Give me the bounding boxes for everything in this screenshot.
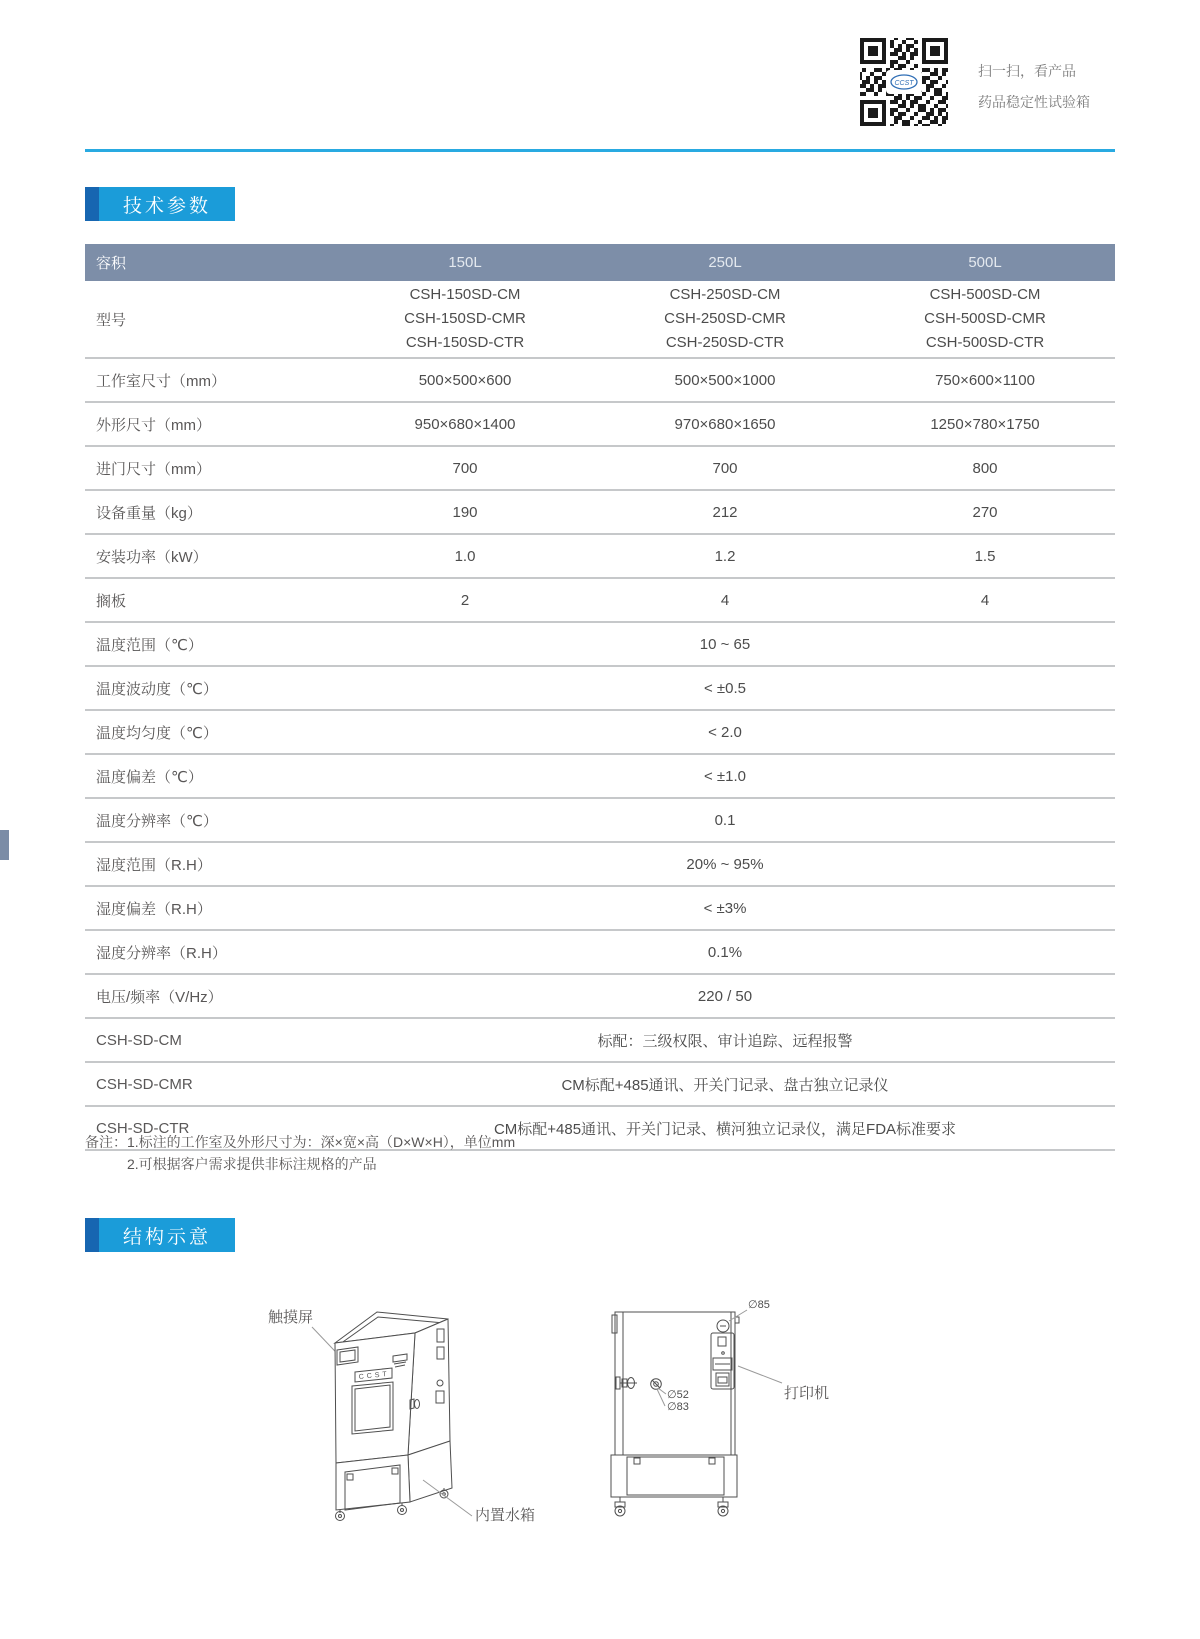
cell-value: CM标配+485通讯、开关门记录、盘古独立记录仪: [561, 1076, 889, 1094]
model-name: CSH-500SD-CTR: [925, 334, 1045, 351]
base-cabinet: [611, 1455, 737, 1497]
dim-label-52: ∅52: [667, 1389, 689, 1401]
model-list-150l: [335, 283, 595, 355]
qr-logo-text: CCST: [894, 80, 914, 87]
cell-value: < ±1.0: [703, 767, 746, 785]
row-label: 进门尺寸（mm）: [96, 460, 211, 478]
cell-value: 212: [712, 503, 738, 521]
qr-caption-line1: 扫一扫，看产品: [978, 63, 1076, 79]
row-label: 湿度偏差（R.H）: [96, 900, 212, 918]
cell-value: 10 ~ 65: [699, 635, 751, 653]
table-row-merged: [85, 623, 1115, 667]
model-name: CSH-500SD-CM: [929, 286, 1041, 303]
table-row: [85, 359, 1115, 403]
cell-value: 0.1%: [707, 943, 743, 961]
cell-value: 4: [720, 591, 730, 609]
footnote-line2: 2.可根据客户需求提供非标注规格的产品: [127, 1156, 377, 1172]
row-label: CSH-SD-CMR: [96, 1075, 193, 1093]
cell-value: 220 / 50: [697, 987, 753, 1005]
table-row-merged: [85, 755, 1115, 799]
row-label: 工作室尺寸（mm）: [96, 372, 226, 390]
row-label: CSH-SD-CTR: [96, 1119, 190, 1137]
row-label: 温度范围（℃）: [96, 636, 203, 654]
row-label: 外形尺寸（mm）: [96, 416, 211, 434]
cell-value: 2: [460, 591, 470, 609]
model-name: CSH-150SD-CMR: [404, 310, 526, 327]
row-label: 设备重量（kg）: [96, 504, 202, 522]
touch-screen-label: 触摸屏: [268, 1309, 314, 1326]
door-logo-text: CCST: [358, 1370, 391, 1381]
cell-value: 500×500×600: [418, 371, 512, 389]
cell-value: 标配：三级权限、审计追踪、远程报警: [597, 1032, 853, 1050]
table-row-merged: [85, 1063, 1115, 1107]
section-title-specs: 技术参数: [99, 187, 235, 221]
dim-label-83: ∅83: [667, 1401, 689, 1413]
row-label: CSH-SD-CM: [96, 1031, 182, 1049]
footnote-prefix: 备注：: [85, 1134, 127, 1150]
cell-value: < ±0.5: [703, 679, 746, 697]
table-row: [85, 403, 1115, 447]
table-footnotes: [85, 1131, 515, 1175]
model-list-500l: [855, 283, 1115, 355]
table-row: [85, 535, 1115, 579]
row-label: 温度波动度（℃）: [96, 680, 218, 698]
table-row-models: [85, 281, 1115, 359]
page-edge-tab: [0, 830, 9, 860]
table-row: [85, 579, 1115, 623]
row-label: 搁板: [96, 592, 127, 610]
model-name: CSH-250SD-CTR: [665, 334, 785, 351]
model-name: CSH-250SD-CM: [669, 286, 781, 303]
footnote-line1: 1.标注的工作室及外形尺寸为：深×宽×高（D×W×H），单位mm: [127, 1134, 516, 1150]
table-row-merged: [85, 887, 1115, 931]
badge-accent-strip: [85, 1218, 99, 1252]
section-badge-structure: [85, 1218, 235, 1252]
row-label: 温度分辨率（℃）: [96, 812, 218, 830]
table-row-merged: [85, 667, 1115, 711]
model-name: CSH-500SD-CMR: [924, 310, 1046, 327]
cell-value: 500×500×1000: [674, 371, 776, 389]
model-list-250l: [595, 283, 855, 355]
chamber-isometric-diagram: [250, 1300, 550, 1535]
row-label: 电压/频率（V/Hz）: [96, 988, 223, 1006]
cell-value: 1.2: [714, 547, 736, 565]
printer-label: 打印机: [784, 1385, 830, 1402]
section-title-structure: 结构示意: [99, 1218, 235, 1252]
cell-value: 1.0: [454, 547, 476, 565]
cell-value: 700: [452, 459, 478, 477]
cell-value: 800: [972, 459, 998, 477]
row-label: 温度均匀度（℃）: [96, 724, 218, 742]
row-label: 型号: [96, 311, 127, 329]
badge-accent-strip: [85, 187, 99, 221]
cell-value: < 2.0: [708, 723, 742, 741]
cell-value: < ±3%: [703, 899, 747, 917]
cell-value: 700: [712, 459, 738, 477]
header-col-250l: 250L: [708, 254, 742, 271]
table-row-merged: [85, 711, 1115, 755]
qr-caption-line2: 药品稳定性试验箱: [978, 94, 1090, 110]
table-row: [85, 491, 1115, 535]
table-header-row: [85, 244, 1115, 281]
cell-value: 20% ~ 95%: [686, 855, 764, 873]
row-label: 湿度分辨率（R.H）: [96, 944, 227, 962]
table-row-merged: [85, 975, 1115, 1019]
qr-finder-top-left: [858, 36, 890, 68]
qr-caption: [978, 60, 1090, 113]
cell-value: 1.5: [974, 547, 996, 565]
table-row-merged: [85, 799, 1115, 843]
model-name: CSH-250SD-CMR: [664, 310, 786, 327]
model-name: CSH-150SD-CM: [409, 286, 521, 303]
qr-center-logo: [886, 70, 922, 94]
header-label: 容积: [96, 255, 127, 272]
cell-value: 190: [452, 503, 478, 521]
chamber-front-diagram: [590, 1290, 860, 1530]
cell-value: CM标配+485通讯、开关门记录、横河独立记录仪，满足FDA标准要求: [493, 1120, 957, 1138]
cell-value: 970×680×1650: [674, 415, 776, 433]
section-badge-specs: [85, 187, 235, 221]
printer-leader-line: [738, 1366, 782, 1383]
cell-value: 750×600×1100: [935, 371, 1035, 389]
dim-label-85: ∅85: [748, 1299, 770, 1311]
cell-value: 0.1: [714, 811, 736, 829]
qr-finder-bottom-left: [858, 96, 890, 128]
cell-value: 950×680×1400: [414, 415, 516, 433]
row-label: 安装功率（kW）: [96, 548, 208, 566]
header-col-500l: 500L: [968, 254, 1002, 271]
header-col-150l: 150L: [448, 254, 482, 271]
qr-finder-top-right: [918, 36, 950, 68]
qr-code: [858, 36, 950, 128]
table-row-merged: [85, 843, 1115, 887]
row-label: 温度偏差（℃）: [96, 768, 203, 786]
row-label: 湿度范围（R.H）: [96, 856, 212, 874]
table-row-merged: [85, 931, 1115, 975]
water-tank-label: 内置水箱: [475, 1507, 536, 1524]
top-divider-rule: [85, 149, 1115, 152]
model-name: CSH-150SD-CTR: [405, 334, 525, 351]
table-row: [85, 447, 1115, 491]
table-row-merged: [85, 1019, 1115, 1063]
spec-table: [85, 244, 1115, 1151]
cell-value: 270: [972, 503, 998, 521]
cell-value: 1250×780×1750: [930, 415, 1040, 433]
casters: [615, 1497, 728, 1516]
cell-value: 4: [980, 591, 990, 609]
